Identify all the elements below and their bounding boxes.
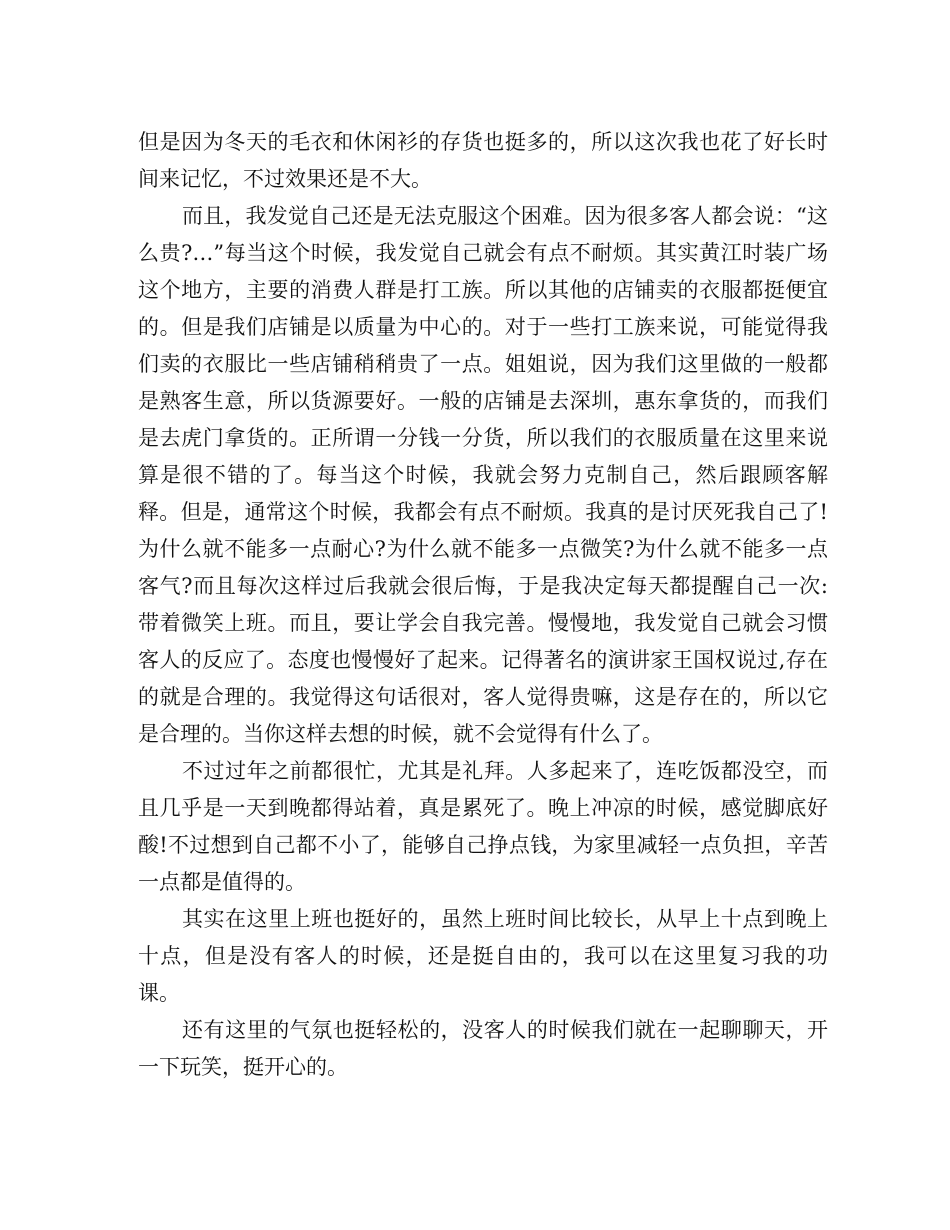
paragraph-3: 不过过年之前都很忙，尤其是礼拜。人多起来了，连吃饭都没空，而且几乎是一天到晚都得站着，真是累死了。晚上冲凉的时候，感觉脚底好酸!不过想到自己都不小了，能够自己挣点钱，为家里减轻一点负担，辛苦一点都是值得的。 bbox=[138, 759, 828, 894]
paragraph-4: 其实在这里上班也挺好的，虽然上班时间比较长，从早上十点到晚上十点，但是没有客人的时候，还是挺自由的，我可以在这里复习我的功课。 bbox=[138, 907, 828, 1005]
document-body bbox=[138, 124, 828, 1086]
paragraph-2: 而且，我发觉自己还是无法克服这个困难。因为很多客人都会说：“这么贵?…”每当这个时候，我发觉自己就会有点不耐烦。其实黄江时装广场这个地方，主要的消费人群是打工族。所以其他的店铺卖的衣服都挺便宜的。但是我们店铺是以质量为中心的。对于一些打工族来说，可能觉得我们卖的衣服比一些店铺稍稍贵了一点。姐姐说，因为我们这里做的一般都是熟客生意，所以货源要好。一般的店铺是去深圳，惠东拿货的，而我们是去虎门拿货的。正所谓一分钱一分货，所以我们的衣服质量在这里来说算是很不错的了。每当这个时候，我就会努力克制自己，然后跟顾客解释。但是，通常这个时候，我都会有点不耐烦。我真的是讨厌死我自己了!为什么就不能多一点耐心?为什么就不能多一点微笑?为什么就不能多一点客气?而且每次这样过后我就会很后悔，于是我决定每天都提醒自己一次:带着微笑上班。而且，要让学会自我完善。慢慢地，我发觉自己就会习惯客人的反应了。态度也慢慢好了起来。记得著名的演讲家王国权说过,存在的就是合理的。我觉得这句话很对，客人觉得贵嘛，这是存在的，所以它是合理的。当你这样去想的时候，就不会觉得有什么了。 bbox=[138, 204, 828, 746]
paragraph-1: 但是因为冬天的毛衣和休闲衫的存货也挺多的，所以这次我也花了好长时间来记忆，不过效果还是不大。 bbox=[138, 130, 828, 191]
paragraph-5: 还有这里的气氛也挺轻松的，没客人的时候我们就在一起聊聊天，开一下玩笑，挺开心的。 bbox=[138, 1018, 828, 1079]
